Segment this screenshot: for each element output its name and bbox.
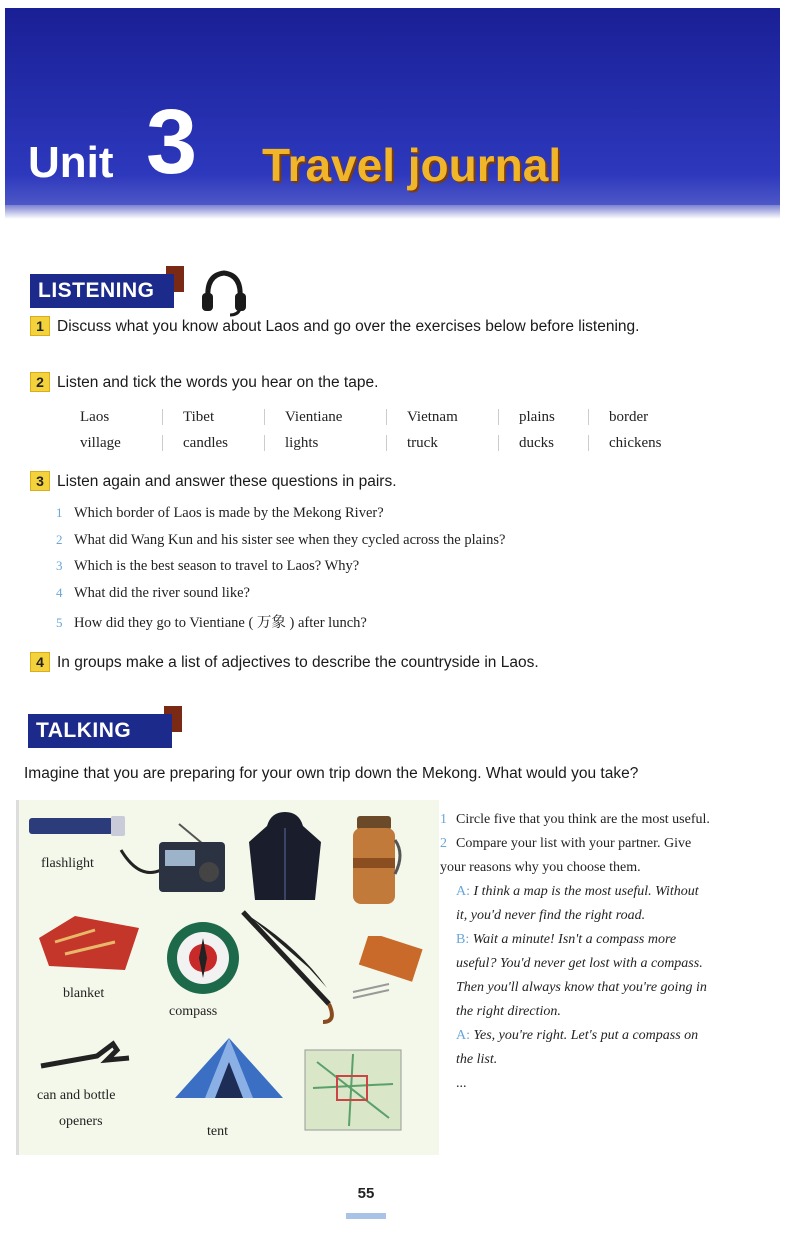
item-label: compass bbox=[169, 1004, 218, 1019]
exercise-number: 1 bbox=[30, 316, 50, 336]
task-item: 1 Circle five that you think are the most useful. bbox=[440, 812, 710, 827]
tick-box[interactable] bbox=[498, 435, 511, 451]
exercise-number: 4 bbox=[30, 652, 50, 672]
compass-icon bbox=[163, 918, 243, 998]
exercise-number: 3 bbox=[30, 471, 50, 491]
exercise-3 bbox=[30, 471, 397, 491]
word-item[interactable]: truck bbox=[386, 435, 498, 452]
talking-tasks bbox=[440, 808, 712, 1096]
word-tick-list bbox=[80, 404, 700, 456]
word-item[interactable]: chickens bbox=[588, 435, 688, 452]
exercise-4 bbox=[30, 652, 539, 672]
word-item[interactable]: ducks bbox=[498, 435, 588, 452]
dialogue-line: B: Wait a minute! Isn't a compass more useful? You'd never get lost with a compass. Then you'll always know that you're going in the right direction. bbox=[456, 932, 707, 1019]
tick-box[interactable] bbox=[588, 409, 601, 425]
item-label: openers bbox=[59, 1114, 103, 1129]
tick-box[interactable] bbox=[386, 409, 399, 425]
tick-box[interactable] bbox=[162, 409, 175, 425]
matches-icon bbox=[349, 936, 429, 1006]
tick-box[interactable] bbox=[386, 435, 399, 451]
item-label: can and bottle bbox=[37, 1088, 116, 1103]
umbrella-icon bbox=[239, 908, 359, 1028]
word-item[interactable]: Laos bbox=[80, 408, 110, 425]
exercise-text: In groups make a list of adjectives to describe the countryside in Laos. bbox=[57, 654, 539, 671]
word-item[interactable]: village bbox=[80, 434, 121, 451]
listening-tag: LISTENING bbox=[30, 274, 174, 308]
tick-box[interactable] bbox=[588, 435, 601, 451]
exercise-2 bbox=[30, 372, 378, 392]
exercise-text: Discuss what you know about Laos and go over the exercises below before listening. bbox=[57, 318, 640, 335]
exercise-1 bbox=[30, 316, 639, 336]
exercise-number: 2 bbox=[30, 372, 50, 392]
tent-icon bbox=[169, 1032, 289, 1108]
unit-number: 3 bbox=[146, 91, 198, 193]
word-row bbox=[80, 430, 700, 456]
blanket-icon bbox=[35, 908, 143, 978]
tick-box[interactable] bbox=[264, 435, 277, 451]
question-item: 4 What did the river sound like? bbox=[56, 584, 250, 601]
headphones-icon bbox=[198, 265, 250, 317]
question-list bbox=[56, 505, 505, 638]
exercise-text: Listen and tick the words you hear on the tape. bbox=[57, 374, 379, 391]
tick-box[interactable] bbox=[498, 409, 511, 425]
tick-box[interactable] bbox=[264, 409, 277, 425]
question-item: 2 What did Wang Kun and his sister see when they cycled across the plains? bbox=[56, 531, 506, 548]
item-label: blanket bbox=[63, 986, 105, 1001]
map-icon bbox=[303, 1048, 403, 1132]
word-item[interactable]: Tibet bbox=[162, 409, 264, 426]
unit-label: Unit bbox=[28, 138, 114, 187]
page-number: 55 bbox=[346, 1183, 386, 1219]
dialogue-ellipsis: ... bbox=[456, 1076, 467, 1091]
word-row bbox=[80, 404, 700, 430]
thermos-icon bbox=[345, 814, 405, 908]
word-item[interactable]: candles bbox=[162, 435, 264, 452]
word-item[interactable]: Vientiane bbox=[264, 409, 386, 426]
banner-fade bbox=[5, 205, 780, 219]
opener-icon bbox=[37, 1036, 137, 1080]
travel-items-picture bbox=[16, 800, 439, 1155]
question-item: 3 Which is the best season to travel to Laos? Why? bbox=[56, 558, 360, 574]
talking-intro: Imagine that you are preparing for your own trip down the Mekong. What would you take? bbox=[24, 765, 639, 782]
item-label: tent bbox=[207, 1124, 228, 1139]
question-item: 1 Which border of Laos is made by the Mekong River? bbox=[56, 505, 384, 521]
unit-title: Travel journal bbox=[262, 139, 562, 191]
dialogue-line: A: Yes, you're right. Let's put a compass on the list. bbox=[456, 1028, 699, 1067]
word-item[interactable]: Vietnam bbox=[386, 409, 498, 426]
radio-icon bbox=[119, 820, 229, 900]
jacket-icon bbox=[245, 808, 325, 904]
task-item: 2 Compare your list with your partner. Give your reasons why you choose them. bbox=[440, 836, 692, 875]
item-label: flashlight bbox=[41, 856, 94, 871]
flashlight-icon bbox=[27, 814, 127, 840]
word-item[interactable]: border bbox=[588, 409, 688, 426]
dialogue-line: A: I think a map is the most useful. Without it, you'd never find the right road. bbox=[456, 884, 699, 923]
word-item[interactable]: plains bbox=[498, 409, 588, 426]
tick-box[interactable] bbox=[162, 435, 175, 451]
talking-tag: TALKING bbox=[28, 714, 172, 748]
word-item[interactable]: lights bbox=[264, 435, 386, 452]
question-item: 5 How did they go to Vientiane ( 万象 ) after lunch? bbox=[56, 615, 367, 631]
exercise-text: Listen again and answer these questions in pairs. bbox=[57, 473, 397, 490]
